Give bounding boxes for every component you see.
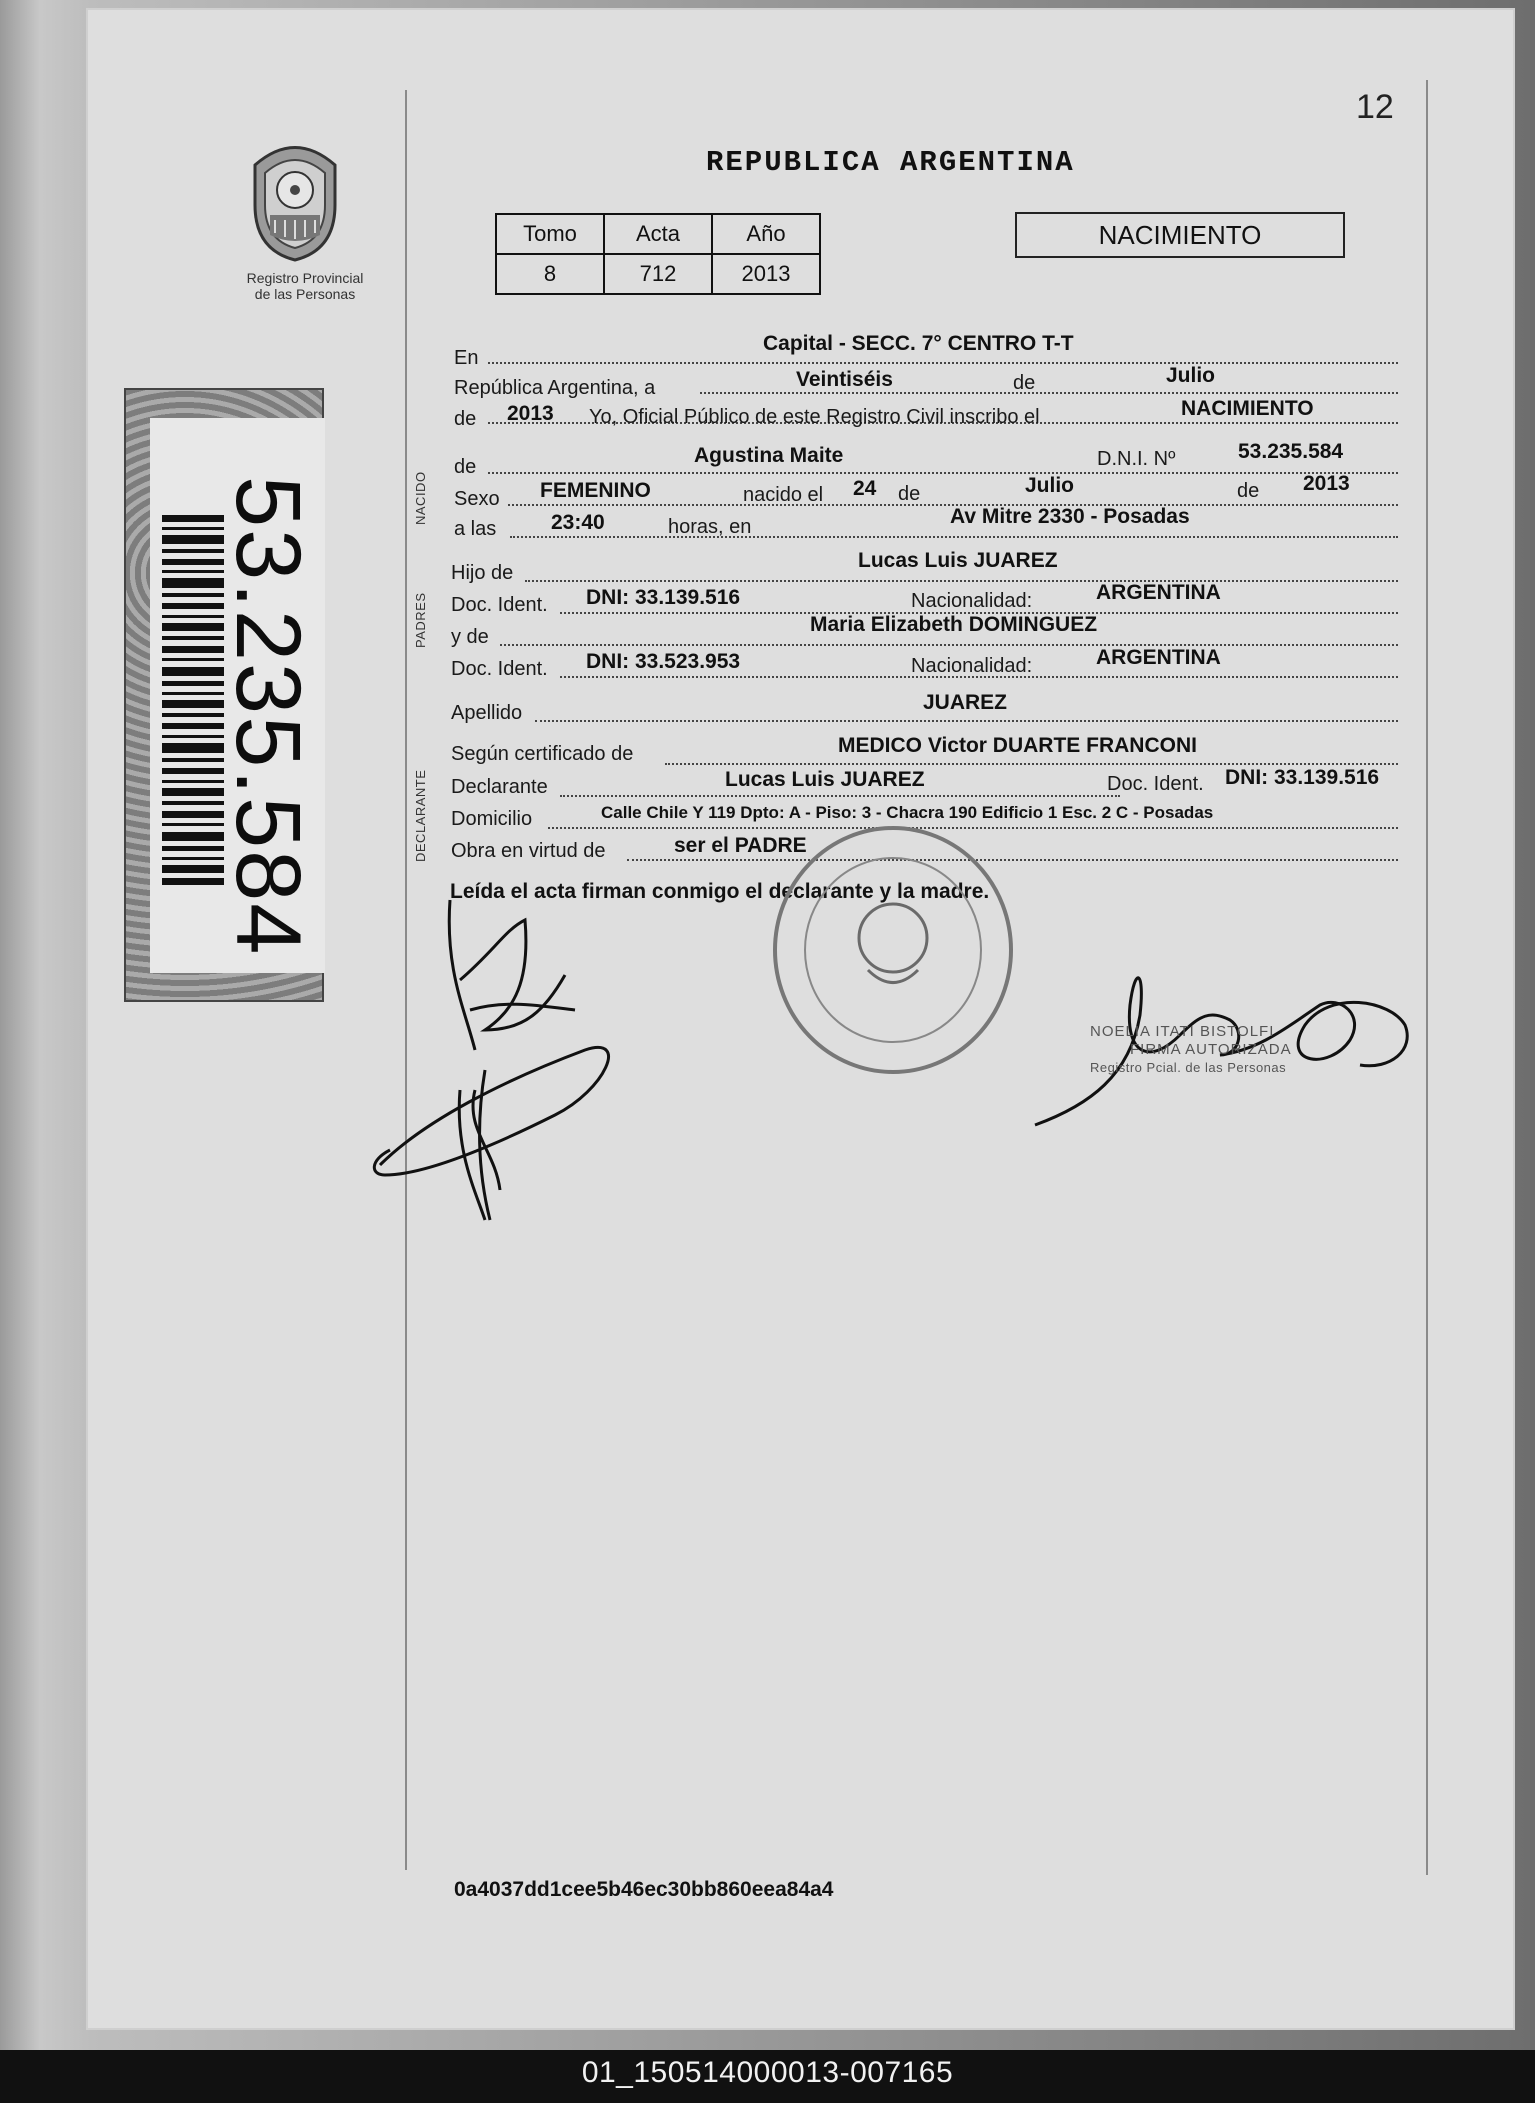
declarant-signature-icon xyxy=(365,890,665,1235)
caption-line-1: Registro Provincial xyxy=(246,270,364,286)
seal-icon xyxy=(240,135,350,265)
registry-caption xyxy=(215,270,395,302)
declarante-doc: DNI: 33.139.516 xyxy=(1225,766,1380,789)
lugar-value: Av Mitre 2330 - Posadas xyxy=(950,505,1190,528)
sexo-label: Sexo xyxy=(454,488,500,510)
madre-nac: ARGENTINA xyxy=(1096,646,1221,669)
row-line xyxy=(535,720,1398,722)
nombre-value: Agustina Maite xyxy=(694,444,844,467)
caption-line-2: de las Personas xyxy=(254,286,356,302)
registry-table xyxy=(495,213,821,295)
value-tomo: 8 xyxy=(496,254,604,294)
row-line xyxy=(500,644,1398,646)
yde-label: y de xyxy=(451,626,489,648)
de-label-2: de xyxy=(454,408,477,430)
dni-label: D.N.I. Nº xyxy=(1097,448,1176,470)
row-line xyxy=(488,472,1398,474)
declarante-label: Declarante xyxy=(451,776,548,798)
value-anio: 2013 xyxy=(712,254,820,294)
sexo-value: FEMENINO xyxy=(540,479,651,502)
document-title: REPUBLICA ARGENTINA xyxy=(706,146,1075,179)
nacionalidad-label-madre: Nacionalidad: xyxy=(911,655,1033,677)
dia-value: Veintiséis xyxy=(796,368,893,391)
declarante-doc-label: Doc. Ident. xyxy=(1107,773,1204,795)
scan-file-id: 01_150514000013-007165 xyxy=(581,2056,954,2089)
declarante-value: Lucas Luis JUAREZ xyxy=(725,768,925,791)
row-line xyxy=(560,795,1120,797)
apellido-label: Apellido xyxy=(451,702,523,724)
de-label-4: de xyxy=(898,483,921,505)
row-line xyxy=(525,580,1398,582)
de-label-5: de xyxy=(1237,480,1260,502)
en-label: En xyxy=(454,347,479,369)
en-value: Capital - SECC. 7° CENTRO T-T xyxy=(763,332,1074,355)
side-label-padres: PADRES xyxy=(413,592,428,648)
act-type-box: NACIMIENTO xyxy=(1015,212,1345,258)
value-acta: 712 xyxy=(604,254,712,294)
oficial-label: Yo, Oficial Público de este Registro Civil inscribo el xyxy=(589,406,1040,428)
domicilio-value: Calle Chile Y 119 Dpto: A - Piso: 3 - Chacra 190 Edificio 1 Esc. 2 C - Posadas xyxy=(601,803,1214,822)
header-acta: Acta xyxy=(604,214,712,254)
padre-doc: DNI: 33.139.516 xyxy=(586,586,741,609)
domicilio-label: Domicilio xyxy=(451,808,533,830)
obra-label: Obra en virtud de xyxy=(451,840,606,862)
nacido-anio: 2013 xyxy=(1303,472,1350,495)
de-label-1: de xyxy=(1013,372,1036,394)
registry-stamp-icon xyxy=(768,820,1018,1080)
madre-doc: DNI: 33.523.953 xyxy=(586,650,741,673)
nacionalidad-label-padre: Nacionalidad: xyxy=(911,590,1033,612)
mes-value: Julio xyxy=(1166,364,1216,387)
apellido-value: JUAREZ xyxy=(923,691,1008,714)
obra-value: ser el PADRE xyxy=(674,834,807,857)
official-block xyxy=(1090,1023,1292,1077)
header-anio: Año xyxy=(712,214,820,254)
page-number: 12 xyxy=(1356,88,1394,126)
official-name: NOELIA ITATI BISTOLFI xyxy=(1090,1023,1275,1040)
padre-nac: ARGENTINA xyxy=(1096,581,1221,604)
row-line xyxy=(510,536,1398,538)
header-tomo: Tomo xyxy=(496,214,604,254)
document-hash: 0a4037dd1cee5b46ec30bb860eea84a4 xyxy=(454,1878,834,1901)
anio-value: 2013 xyxy=(507,402,554,425)
inscribo-value: NACIMIENTO xyxy=(1181,397,1314,420)
padre-value: Lucas Luis JUAREZ xyxy=(858,549,1058,572)
hora-value: 23:40 xyxy=(551,511,605,534)
certificado-value: MEDICO Victor DUARTE FRANCONI xyxy=(838,734,1197,757)
nacido-mes: Julio xyxy=(1025,474,1075,497)
side-label-nacido: NACIDO xyxy=(413,471,428,525)
barcode-number: 53.235.584 xyxy=(217,476,319,957)
horas-label: horas, en xyxy=(668,516,752,538)
row-line xyxy=(665,763,1398,765)
official-office: Registro Pcial. de las Personas xyxy=(1090,1060,1287,1075)
doc-label-padre: Doc. Ident. xyxy=(451,594,548,616)
row-line xyxy=(488,362,1398,364)
hijo-label: Hijo de xyxy=(451,562,514,584)
doc-label-madre: Doc. Ident. xyxy=(451,658,548,680)
de-label-3: de xyxy=(454,456,477,478)
dni-value: 53.235.584 xyxy=(1238,440,1344,463)
alas-label: a las xyxy=(454,518,497,540)
certificado-label: Según certificado de xyxy=(451,743,634,765)
row-line xyxy=(700,392,1398,394)
closing-statement: Leída el acta firman conmigo el declarante y la madre. xyxy=(450,880,990,903)
province-seal-logo xyxy=(240,135,370,270)
official-role: FIRMA AUTORIZADA xyxy=(1130,1041,1292,1058)
madre-value: Maria Elizabeth DOMINGUEZ xyxy=(810,613,1098,636)
side-label-declarante: DECLARANTE xyxy=(413,769,428,862)
republica-label: República Argentina, a xyxy=(454,377,656,399)
nacido-dia: 24 xyxy=(853,477,877,500)
nacido-label: nacido el xyxy=(743,484,824,506)
right-margin-rule xyxy=(1426,80,1428,1875)
